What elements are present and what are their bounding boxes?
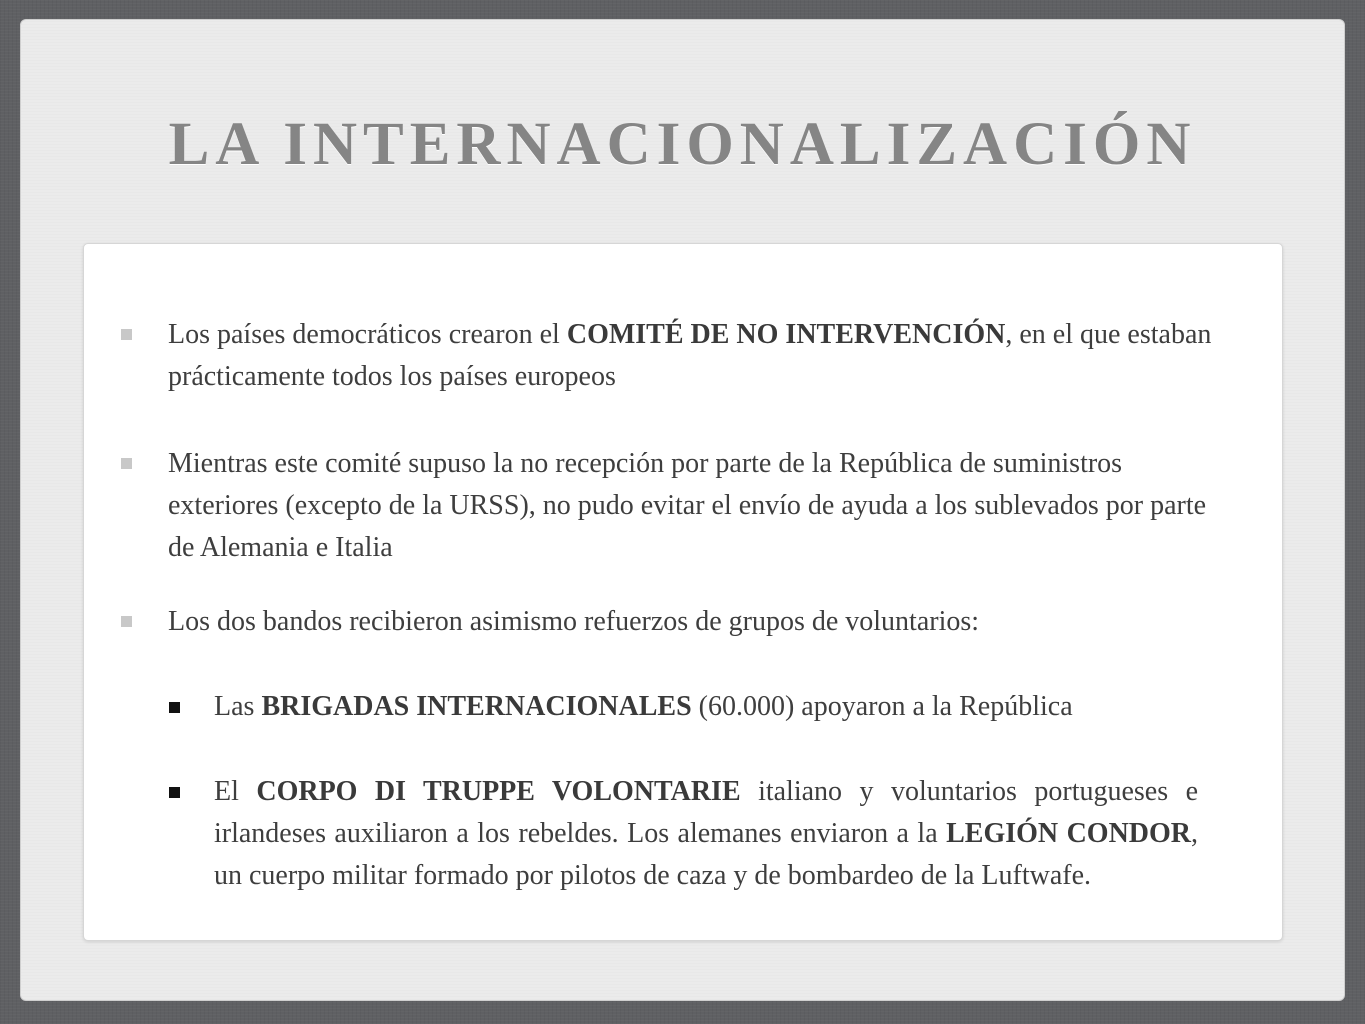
square-bullet-icon [169, 787, 180, 798]
item-text: Los países democráticos crearon el [168, 319, 567, 350]
sub-item-text: (60.000) apoyaron a la República [691, 691, 1073, 722]
square-bullet-icon [169, 702, 180, 713]
item-text: , en el que estaban prácticamente todos los países europeos [168, 319, 1212, 392]
item-text: Los dos bandos recibieron asimismo refuerzos de grupos de voluntarios: [168, 606, 980, 637]
sub-item-highlight: LEGIÓN CONDOR [946, 818, 1192, 849]
square-bullet-icon [121, 458, 132, 469]
bullet-item-comite [168, 314, 1238, 398]
bullet-item-suministros [168, 443, 1238, 569]
sub-item-text: , un cuerpo militar formado por pilotos de caza y de bombardeo de la Luftwafe. [214, 818, 1199, 891]
sub-item-text: italiano y voluntarios portugueses e irlandeses auxiliaron a los rebeldes. Los alemanes enviaron a la [214, 776, 1199, 849]
sub-item-highlight: CORPO DI TRUPPE VOLONTARIE [256, 776, 741, 807]
item-highlight: COMITÉ DE NO INTERVENCIÓN [566, 319, 1006, 350]
slide-title: LA INTERNACIONALIZACIÓN [168, 111, 1197, 178]
sub-item-corpo [214, 771, 1198, 897]
sub-item-brigadas [214, 686, 1198, 728]
sub-item-highlight: BRIGADAS INTERNACIONALES [261, 691, 692, 722]
sub-item-text: Las [214, 691, 262, 722]
sub-item-text: El [214, 776, 257, 807]
item-text: Mientras este comité supuso la no recepción por parte de la República de suministros exteriores (excepto de la URSS), no pudo evitar el envío de ayuda a los sublevados por parte de Alemania e Italia [168, 448, 1207, 563]
content-box [83, 243, 1283, 941]
square-bullet-icon [121, 329, 132, 340]
bullet-item-voluntarios [168, 601, 1238, 643]
square-bullet-icon [121, 616, 132, 627]
